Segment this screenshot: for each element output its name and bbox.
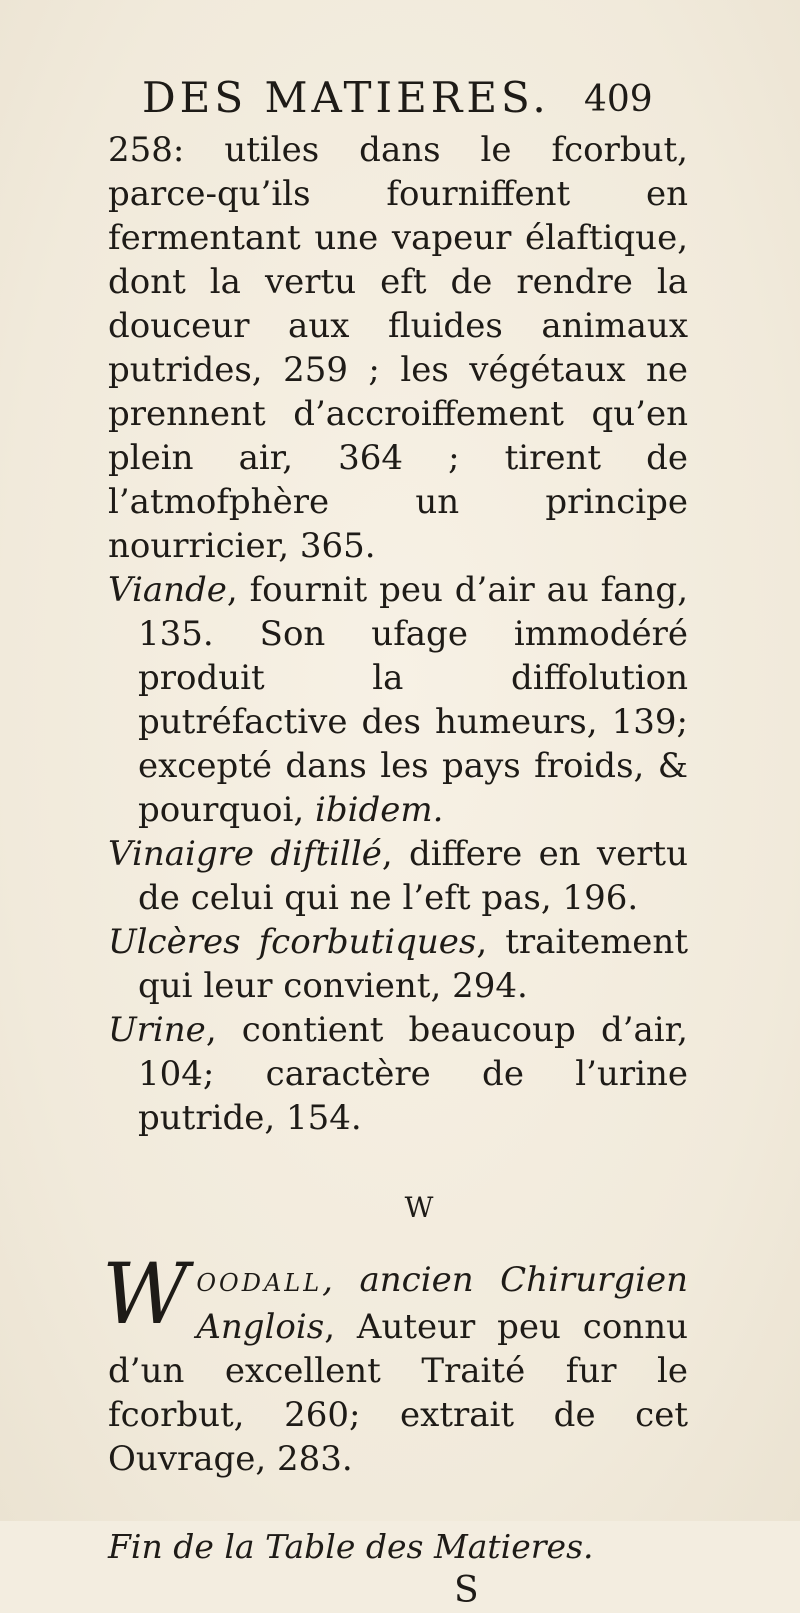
entry-headword: Urine xyxy=(108,1010,206,1050)
index-entry-woodall xyxy=(102,1245,688,1481)
drop-cap: W xyxy=(102,1245,189,1343)
entry-text: , differe en vertu de celui qui ne l’eft pas, 196. xyxy=(138,834,688,918)
page-header xyxy=(0,68,800,128)
entry-italic-tail: ibidem. xyxy=(315,790,444,830)
entry-text: , Auteur peu connu d’un excellent Traité fur le fcorbut, 260; extrait de cet Ouvrage, 283. xyxy=(108,1307,688,1479)
index-entry-viande xyxy=(108,568,688,832)
running-title: DES MATIERES. xyxy=(142,73,550,122)
entry-text: , traitement qui leur convient, 294. xyxy=(138,922,688,1006)
index-entry-vinaigre xyxy=(108,832,688,920)
index-body xyxy=(102,128,688,1613)
section-letter-w: W xyxy=(404,1191,434,1224)
continued-entry: 258: utiles dans le fcorbut, parce-qu’ils fourniffent en fermentant une vapeur élaftique, dont la vertu eft de rendre la douceur aux fluides animaux putrides, 259 ; les végétaux ne prennent d’accroiffement qu’en plein air, 364 ; tirent de l’atmofphère un principe nourricier, 365. xyxy=(108,130,688,566)
index-entry-ulceres xyxy=(108,920,688,1008)
closing-line: Fin de la Table des Matieres. xyxy=(108,1527,594,1566)
entry-text: , contient beaucoup d’air, 104; caractère de l’urine putride, 154. xyxy=(138,1010,688,1138)
signature-mark: S xyxy=(454,1570,479,1611)
entry-headword: Ulcères fcorbutiques xyxy=(108,922,477,962)
entry-headword: Viande xyxy=(108,570,227,610)
index-entry-urine xyxy=(108,1008,688,1140)
entry-text: , fournit peu d’air au fang, 135. Son ufage immodéré produit la diffolution putréfactive des humeurs, 139; excepté dans les pays froids, & pourquoi, xyxy=(138,570,688,830)
entry-headword: Vinaigre diftillé xyxy=(108,834,382,874)
page-number: 409 xyxy=(584,79,653,120)
entry-italic-phrase: , ancien Chirurgien Anglois xyxy=(196,1260,688,1347)
entry-name-rest: OODALL xyxy=(196,1269,323,1297)
